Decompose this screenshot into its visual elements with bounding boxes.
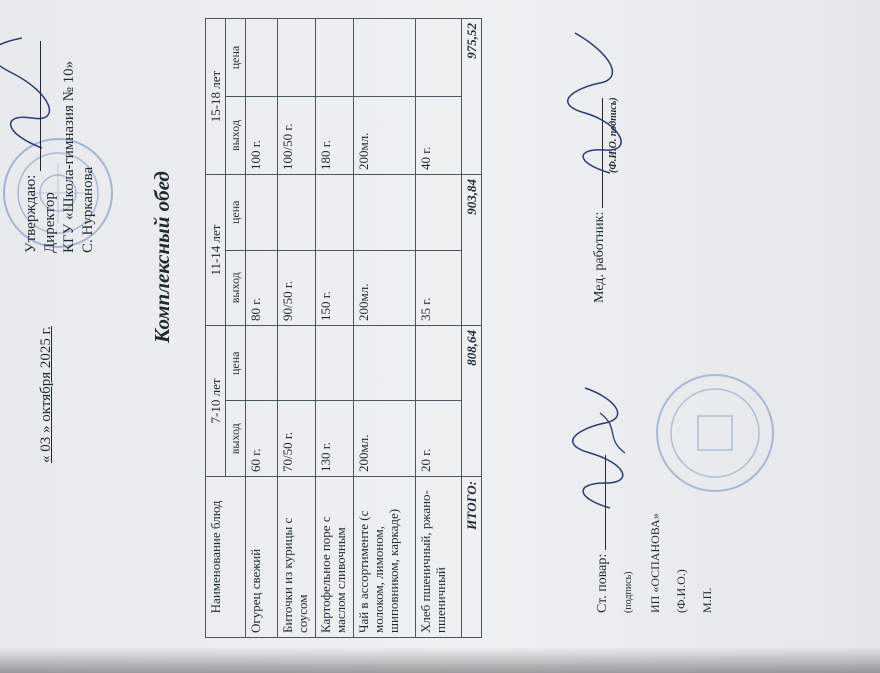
chef-signature-icon [570, 383, 630, 513]
price-cell [278, 19, 316, 97]
price-cell [246, 175, 278, 250]
header-dish-name: Наименование блюд [206, 476, 246, 637]
ip-name: ИП «ОСПАНОВА» [648, 513, 662, 613]
output-value: 80 г. [246, 250, 278, 325]
subheader-price: цена [226, 19, 246, 97]
table-row [354, 19, 416, 638]
dish-name: Огурец свежий [246, 476, 278, 637]
total-row [462, 19, 482, 638]
mp-label: М.П. [700, 587, 714, 613]
price-cell [416, 326, 462, 401]
subheader-out: выход [226, 401, 246, 476]
total-value: 975,52 [462, 19, 482, 175]
output-value: 130 г. [316, 401, 354, 476]
price-cell [316, 326, 354, 401]
table-header-row [206, 19, 226, 638]
total-label: ИТОГО: [462, 476, 482, 637]
dish-name: Картофельное поре с маслом сливочным [316, 476, 354, 637]
price-cell [316, 19, 354, 97]
company-stamp-icon [650, 368, 780, 498]
sign-caption: (подпись) [623, 571, 634, 613]
output-value: 40 г. [416, 97, 462, 175]
output-value: 200мл. [354, 250, 416, 325]
dish-name: Биточки из курицы с соусом [278, 476, 316, 637]
medic-caption: (Ф.И.О. подпись) [608, 97, 619, 173]
price-cell [354, 175, 416, 250]
output-value: 70/50 г. [278, 401, 316, 476]
medic-signature-icon [565, 28, 625, 178]
price-cell [354, 326, 416, 401]
output-value: 150 г. [316, 250, 354, 325]
table-row [246, 19, 278, 638]
approval-block [22, 41, 98, 253]
page-shadow [0, 647, 880, 673]
medic-label: Мед. работник: [592, 211, 607, 303]
total-value: 903,84 [462, 175, 482, 326]
output-value: 180 г. [316, 97, 354, 175]
output-value: 200мл. [354, 401, 416, 476]
header-group: 11-14 лет [206, 175, 226, 326]
header-group: 7-10 лет [206, 326, 226, 477]
chef-label: Ст. повар: [595, 553, 610, 613]
price-cell [316, 175, 354, 250]
table-row [278, 19, 316, 638]
fio-caption: (Ф.И.О.) [674, 569, 688, 613]
output-value: 100 г. [246, 97, 278, 175]
subheader-out: выход [226, 250, 246, 325]
subheader-out: выход [226, 97, 246, 175]
table-row [416, 19, 462, 638]
output-value: 60 г. [246, 401, 278, 476]
total-value: 808,64 [462, 326, 482, 477]
price-cell [278, 326, 316, 401]
output-value: 20 г. [416, 401, 462, 476]
approve-position: Директор [42, 192, 58, 253]
menu-table [205, 18, 482, 638]
price-cell [416, 175, 462, 250]
table-row [316, 19, 354, 638]
dish-name: Хлеб пшеничный, ржано-пшеничный [416, 476, 462, 637]
subheader-price: цена [226, 175, 246, 250]
output-value: 200мл. [354, 97, 416, 175]
document-title: Комплексный обед [150, 171, 174, 343]
price-cell [246, 326, 278, 401]
approve-line [26, 41, 41, 171]
output-value: 100/50 г. [278, 97, 316, 175]
price-cell [278, 175, 316, 250]
header-group: 15-18 лет [206, 19, 226, 175]
dish-name: Чай в ассортименте (с молоком, лимоном, шиповником, каркаде) [354, 476, 416, 637]
subheader-price: цена [226, 326, 246, 401]
document-date: « 03 » октября 2025 г. [38, 326, 54, 463]
price-cell [354, 19, 416, 97]
output-value: 90/50 г. [278, 250, 316, 325]
approve-org: КГУ «Школа-гимназия № 10» [61, 60, 77, 253]
price-cell [416, 19, 462, 97]
price-cell [246, 19, 278, 97]
approve-heading: Утверждаю: [23, 174, 39, 253]
approve-name: С. Нурканова [80, 166, 96, 253]
output-value: 35 г. [416, 250, 462, 325]
